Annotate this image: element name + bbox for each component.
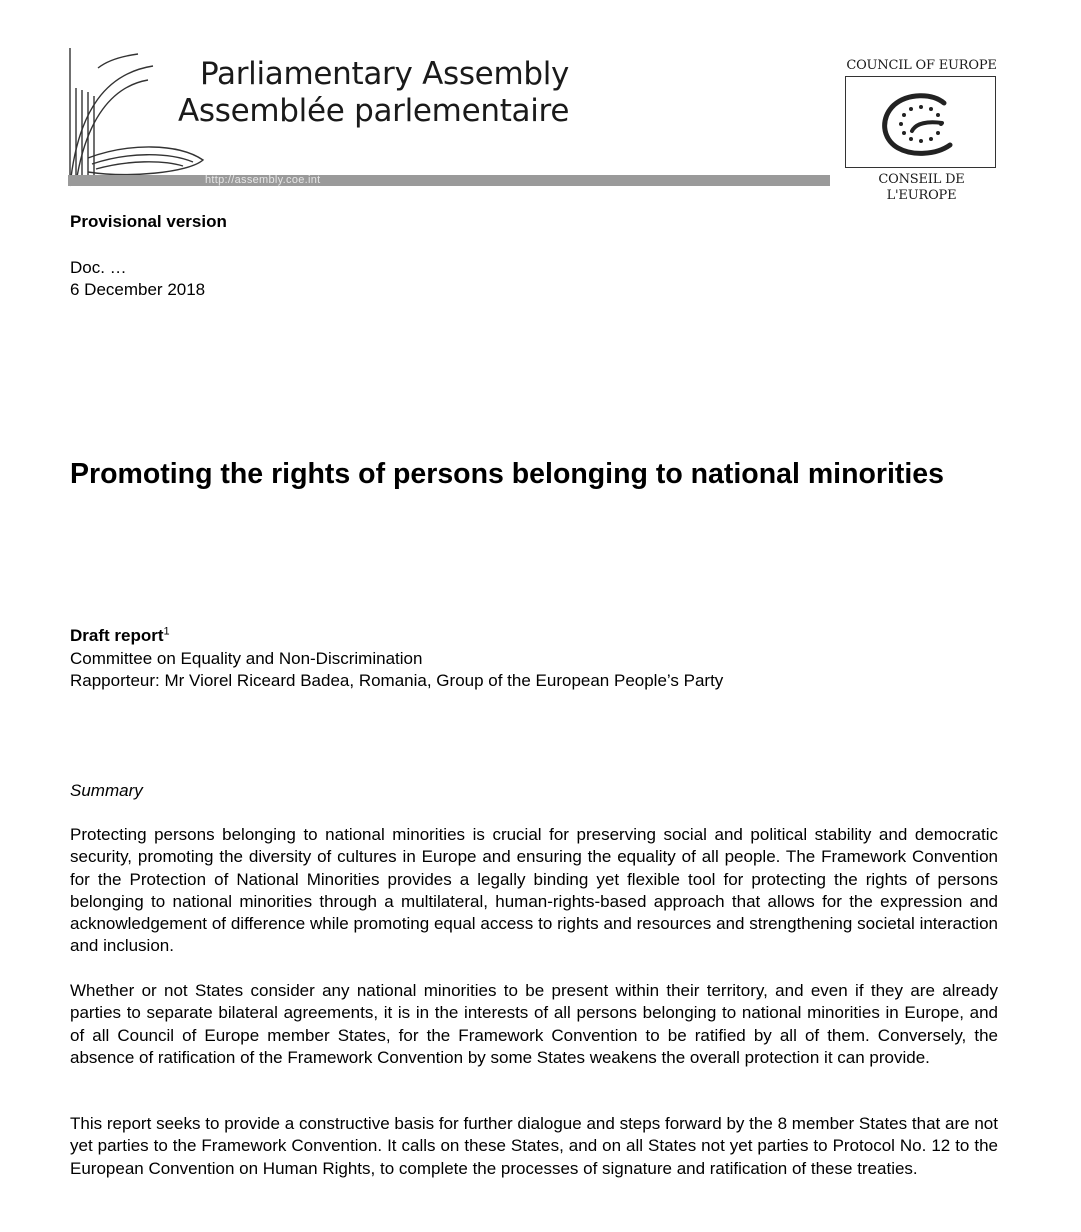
report-label: Draft report (70, 626, 164, 645)
coe-name-en: COUNCIL OF EUROPE (846, 58, 997, 73)
coe-logo-icon (846, 77, 997, 169)
summary-paragraph-3: This report seeks to provide a constructive basis for further dialogue and steps forward by the 8 member States that are not yet parties to the Framework Convention. It calls on these States, and on all States not yet parties to Protocol No. 12 to the European Convention on Human Rights, to complete the processes of signature and ratification of these treaties. (70, 1114, 998, 1178)
document-status: Provisional version (70, 212, 227, 231)
committee-name: Committee on Equality and Non-Discrimination (70, 648, 423, 668)
summary-heading: Summary (70, 781, 143, 800)
rapporteur: Rapporteur: Mr Viorel Riceard Badea, Romania, Group of the European People’s Party (70, 671, 724, 690)
summary-paragraph-1: Protecting persons belonging to national minorities is crucial for preserving social and political stability and democratic security, promoting the diversity of cultures in Europe and ensuring the equality of all people. The Framework Convention for the Protection of National Minorities provides a legally binding yet flexible tool for protecting the rights of persons belonging to national minorities through a multilateral, human-rights-based approach that allows for the expression and acknowledgement of difference while promoting equal access to rights and resources and strengthening societal interaction and inclusion. (70, 825, 998, 956)
document-title: Promoting the rights of persons belonging to national minorities (70, 458, 945, 490)
assembly-name (178, 56, 569, 130)
footnote-marker: 1 (163, 625, 170, 638)
assembly-name-en: Parliamentary Assembly (200, 56, 570, 92)
coe-logo-box (845, 76, 996, 168)
document-reference (70, 257, 205, 301)
assembly-name-fr: Assemblée parlementaire (178, 93, 570, 129)
document-date: 6 December 2018 (70, 280, 206, 299)
assembly-url: http://assembly.coe.int (205, 174, 321, 186)
report-info (70, 625, 723, 693)
coe-name-fr: CONSEIL DE L'EUROPE (878, 172, 965, 203)
header-rule (70, 175, 830, 186)
summary-paragraph-2: Whether or not States consider any national minorities to be present within their territory, and even if they are already parties to separate bilateral agreements, it is in the interests of all persons belonging to national minorities in Europe, and of all Council of Europe member States, for the Framework Convention to be ratified by all of them. Conversely, the absence of ratification of the Framework Convention by some States weakens the overall protection it can provide. (70, 981, 998, 1067)
document-header (0, 0, 1081, 203)
document-number: Doc. … (70, 258, 127, 277)
